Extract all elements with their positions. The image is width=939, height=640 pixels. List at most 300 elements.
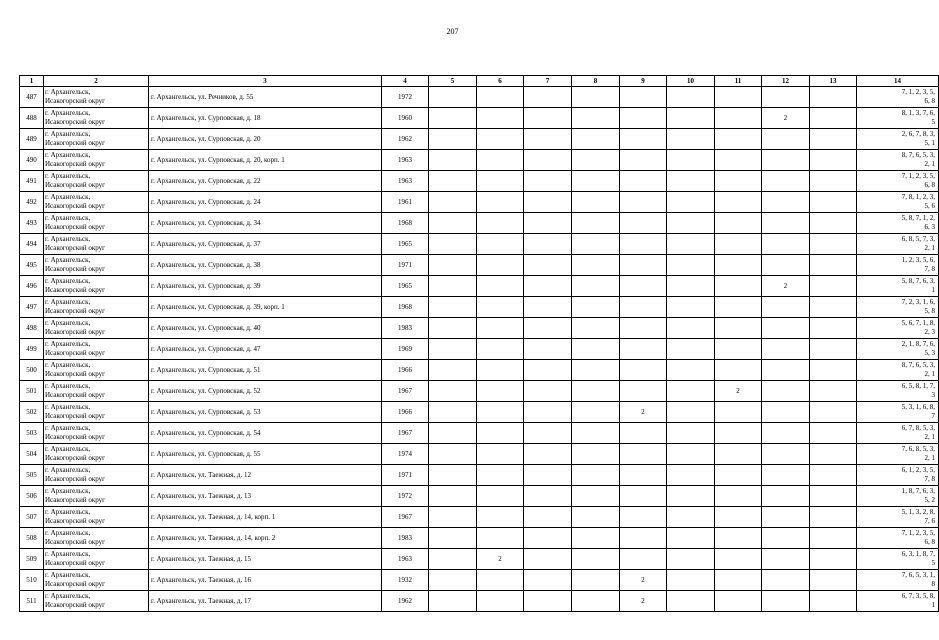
year-cell: 1963 — [382, 549, 429, 570]
year-cell: 1963 — [382, 150, 429, 171]
value-cell-c7 — [524, 255, 572, 276]
value-cell-c5 — [429, 87, 477, 108]
value-cell-c7 — [524, 465, 572, 486]
value-cell-c8 — [572, 129, 620, 150]
year-cell: 1969 — [382, 339, 429, 360]
value-cell-c5 — [429, 108, 477, 129]
value-cell-c8 — [572, 192, 620, 213]
district-cell — [44, 234, 149, 255]
codes-cell — [857, 444, 939, 465]
value-cell-c13 — [810, 213, 857, 234]
value-cell-c12 — [762, 297, 810, 318]
year-cell: 1967 — [382, 381, 429, 402]
table-row — [20, 255, 939, 276]
district-line: г. Архангельск, — [45, 255, 91, 264]
column-header-12: 12 — [762, 76, 810, 87]
district-cell — [44, 339, 149, 360]
district-cell — [44, 591, 149, 612]
codes-cell — [857, 129, 939, 150]
codes-line: 8, 7, 6, 5, 3, — [901, 360, 935, 369]
address-cell: г. Архангельск, ул. Сурповская, д. 39 — [149, 276, 382, 297]
value-cell-c6 — [477, 486, 524, 507]
district-line: Исакогорский округ — [45, 328, 106, 336]
codes-cell — [857, 192, 939, 213]
row-number-cell: 506 — [20, 486, 44, 507]
column-header-7: 7 — [524, 76, 572, 87]
value-cell-c7 — [524, 129, 572, 150]
value-cell-c8 — [572, 549, 620, 570]
year-cell: 1971 — [382, 255, 429, 276]
codes-line: 5 — [931, 118, 935, 126]
address-cell: г. Архангельск, ул. Сурповская, д. 37 — [149, 234, 382, 255]
district-cell — [44, 297, 149, 318]
value-cell-c10 — [667, 549, 715, 570]
table-row — [20, 276, 939, 297]
table-row — [20, 570, 939, 591]
codes-line: 6, 8 — [924, 181, 935, 189]
address-cell: г. Архангельск, ул. Сурповская, д. 55 — [149, 444, 382, 465]
district-line: г. Архангельск, — [45, 297, 91, 306]
codes-line: 2, 6, 7, 8, 3, — [901, 129, 935, 138]
codes-line: 7, 8, 1, 2, 3, — [901, 192, 935, 201]
value-cell-c9 — [620, 549, 667, 570]
district-cell — [44, 528, 149, 549]
district-cell — [44, 465, 149, 486]
year-cell: 1960 — [382, 108, 429, 129]
district-line: г. Архангельск, — [45, 507, 91, 516]
value-cell-c7 — [524, 423, 572, 444]
value-cell-c10 — [667, 297, 715, 318]
table-row — [20, 444, 939, 465]
page-number: 207 — [446, 27, 459, 36]
column-header-2: 2 — [44, 76, 149, 87]
value-cell-c6 — [477, 444, 524, 465]
codes-line: 6, 8, 5, 7, 3, — [901, 234, 935, 243]
value-cell-c12: 2 — [762, 276, 810, 297]
row-number-cell: 503 — [20, 423, 44, 444]
value-cell-c5 — [429, 318, 477, 339]
district-cell — [44, 486, 149, 507]
value-cell-c6 — [477, 507, 524, 528]
codes-line: 2, 1 — [924, 454, 935, 462]
value-cell-c9 — [620, 150, 667, 171]
codes-line: 7, 1, 2, 3, 5, — [901, 528, 935, 537]
district-line: г. Архангельск, — [45, 360, 91, 369]
value-cell-c7 — [524, 87, 572, 108]
codes-line: 5, 8, 7, 6, 3, — [901, 276, 935, 285]
value-cell-c13 — [810, 192, 857, 213]
value-cell-c10 — [667, 507, 715, 528]
value-cell-c8 — [572, 339, 620, 360]
district-line: Исакогорский округ — [45, 118, 106, 126]
value-cell-c5 — [429, 213, 477, 234]
value-cell-c10 — [667, 528, 715, 549]
codes-line: 6, 8 — [924, 538, 935, 546]
codes-line: 1, 8, 7, 6, 3, — [901, 486, 935, 495]
value-cell-c9 — [620, 213, 667, 234]
value-cell-c6 — [477, 213, 524, 234]
value-cell-c9 — [620, 87, 667, 108]
value-cell-c10 — [667, 444, 715, 465]
value-cell-c5 — [429, 276, 477, 297]
table-row — [20, 171, 939, 192]
district-line: Исакогорский округ — [45, 223, 106, 231]
value-cell-c8 — [572, 444, 620, 465]
value-cell-c12 — [762, 339, 810, 360]
district-line: г. Архангельск, — [45, 486, 91, 495]
table-row — [20, 108, 939, 129]
value-cell-c13 — [810, 255, 857, 276]
value-cell-c8 — [572, 360, 620, 381]
value-cell-c5 — [429, 444, 477, 465]
district-line: Исакогорский округ — [45, 307, 106, 315]
district-line: г. Архангельск, — [45, 423, 91, 432]
value-cell-c11 — [715, 486, 762, 507]
value-cell-c12 — [762, 528, 810, 549]
value-cell-c11 — [715, 171, 762, 192]
value-cell-c12 — [762, 255, 810, 276]
value-cell-c7 — [524, 192, 572, 213]
codes-line: 6, 1, 2, 3, 5, — [901, 465, 935, 474]
address-cell: г. Архангельск, ул. Сурповская, д. 39, корп. 1 — [149, 297, 382, 318]
value-cell-c9: 2 — [620, 570, 667, 591]
address-cell: г. Архангельск, ул. Сурповская, д. 22 — [149, 171, 382, 192]
value-cell-c11 — [715, 297, 762, 318]
table-row — [20, 402, 939, 423]
value-cell-c13 — [810, 423, 857, 444]
district-line: Исакогорский округ — [45, 160, 106, 168]
codes-line: 6, 3 — [924, 223, 935, 231]
district-line: г. Архангельск, — [45, 402, 91, 411]
district-line: Исакогорский округ — [45, 139, 106, 147]
value-cell-c13 — [810, 171, 857, 192]
district-line: г. Архангельск, — [45, 150, 91, 159]
value-cell-c12 — [762, 213, 810, 234]
address-cell: г. Архангельск, ул. Таежная, д. 13 — [149, 486, 382, 507]
value-cell-c13 — [810, 465, 857, 486]
value-cell-c11 — [715, 129, 762, 150]
codes-cell — [857, 423, 939, 444]
codes-line: 8, 7, 6, 5, 3, — [901, 150, 935, 159]
row-number-cell: 493 — [20, 213, 44, 234]
codes-line: 5, 2 — [924, 496, 935, 504]
value-cell-c6 — [477, 318, 524, 339]
district-cell — [44, 570, 149, 591]
table-row — [20, 360, 939, 381]
codes-cell — [857, 528, 939, 549]
value-cell-c9 — [620, 444, 667, 465]
district-line: г. Архангельск, — [45, 171, 91, 180]
district-cell — [44, 129, 149, 150]
value-cell-c7 — [524, 276, 572, 297]
value-cell-c8 — [572, 486, 620, 507]
value-cell-c13 — [810, 444, 857, 465]
codes-cell — [857, 465, 939, 486]
value-cell-c11 — [715, 339, 762, 360]
value-cell-c9 — [620, 318, 667, 339]
row-number-cell: 495 — [20, 255, 44, 276]
codes-line: 6, 3, 1, 8, 7, — [901, 549, 935, 558]
row-number-cell: 496 — [20, 276, 44, 297]
value-cell-c13 — [810, 570, 857, 591]
value-cell-c5 — [429, 465, 477, 486]
value-cell-c6 — [477, 150, 524, 171]
value-cell-c10 — [667, 339, 715, 360]
value-cell-c5 — [429, 234, 477, 255]
table-row — [20, 150, 939, 171]
address-cell: г. Архангельск, ул. Сурповская, д. 38 — [149, 255, 382, 276]
district-line: Исакогорский округ — [45, 97, 106, 105]
district-cell — [44, 276, 149, 297]
year-cell: 1968 — [382, 297, 429, 318]
value-cell-c10 — [667, 87, 715, 108]
column-header-1: 1 — [20, 76, 44, 87]
value-cell-c13 — [810, 87, 857, 108]
codes-line: 6, 7, 8, 5, 3, — [901, 423, 935, 432]
value-cell-c8 — [572, 528, 620, 549]
codes-cell — [857, 318, 939, 339]
value-cell-c11 — [715, 591, 762, 612]
district-line: г. Архангельск, — [45, 465, 91, 474]
value-cell-c11 — [715, 528, 762, 549]
value-cell-c12 — [762, 402, 810, 423]
district-line: г. Архангельск, — [45, 87, 91, 96]
value-cell-c9 — [620, 339, 667, 360]
value-cell-c13 — [810, 339, 857, 360]
value-cell-c5 — [429, 549, 477, 570]
row-number-cell: 511 — [20, 591, 44, 612]
codes-line: 7, 6, 5, 3, 1, — [901, 570, 935, 579]
value-cell-c8 — [572, 381, 620, 402]
value-cell-c8 — [572, 276, 620, 297]
row-number-cell: 491 — [20, 171, 44, 192]
value-cell-c13 — [810, 108, 857, 129]
address-cell: г. Архангельск, ул. Сурповская, д. 51 — [149, 360, 382, 381]
value-cell-c6 — [477, 360, 524, 381]
row-number-cell: 497 — [20, 297, 44, 318]
value-cell-c5 — [429, 192, 477, 213]
codes-line: 5, 8, 7, 1, 2, — [901, 213, 935, 222]
value-cell-c10 — [667, 486, 715, 507]
value-cell-c10 — [667, 318, 715, 339]
column-header-5: 5 — [429, 76, 477, 87]
table-row — [20, 486, 939, 507]
row-number-cell: 507 — [20, 507, 44, 528]
district-cell — [44, 423, 149, 444]
row-number-cell: 499 — [20, 339, 44, 360]
row-number-cell: 504 — [20, 444, 44, 465]
value-cell-c12 — [762, 150, 810, 171]
table-row — [20, 129, 939, 150]
district-cell — [44, 171, 149, 192]
value-cell-c7 — [524, 213, 572, 234]
value-cell-c6 — [477, 171, 524, 192]
value-cell-c13 — [810, 234, 857, 255]
year-cell: 1962 — [382, 129, 429, 150]
value-cell-c12 — [762, 234, 810, 255]
value-cell-c10 — [667, 402, 715, 423]
district-cell — [44, 150, 149, 171]
codes-line: 5, 3 — [924, 349, 935, 357]
table-row — [20, 381, 939, 402]
district-line: Исакогорский округ — [45, 265, 106, 273]
codes-cell — [857, 549, 939, 570]
value-cell-c11 — [715, 108, 762, 129]
column-header-6: 6 — [477, 76, 524, 87]
district-line: г. Архангельск, — [45, 339, 91, 348]
row-number-cell: 505 — [20, 465, 44, 486]
codes-cell — [857, 339, 939, 360]
table-body — [20, 87, 939, 612]
value-cell-c5 — [429, 570, 477, 591]
codes-line: 7, 1, 2, 3, 5, — [901, 171, 935, 180]
column-header-13: 13 — [810, 76, 857, 87]
value-cell-c6 — [477, 339, 524, 360]
table-row — [20, 213, 939, 234]
value-cell-c6 — [477, 234, 524, 255]
codes-cell — [857, 255, 939, 276]
value-cell-c7 — [524, 591, 572, 612]
column-header-11: 11 — [715, 76, 762, 87]
value-cell-c7 — [524, 318, 572, 339]
value-cell-c13 — [810, 150, 857, 171]
row-number-cell: 492 — [20, 192, 44, 213]
value-cell-c5 — [429, 360, 477, 381]
value-cell-c8 — [572, 591, 620, 612]
year-cell: 1974 — [382, 444, 429, 465]
district-line: Исакогорский округ — [45, 601, 106, 609]
codes-cell — [857, 171, 939, 192]
value-cell-c5 — [429, 255, 477, 276]
value-cell-c12 — [762, 486, 810, 507]
value-cell-c5 — [429, 150, 477, 171]
year-cell: 1972 — [382, 87, 429, 108]
value-cell-c9 — [620, 129, 667, 150]
value-cell-c12 — [762, 591, 810, 612]
address-cell: г. Архангельск, ул. Сурповская, д. 40 — [149, 318, 382, 339]
district-cell — [44, 192, 149, 213]
district-cell — [44, 549, 149, 570]
year-cell: 1966 — [382, 360, 429, 381]
row-number-cell: 501 — [20, 381, 44, 402]
value-cell-c6 — [477, 570, 524, 591]
value-cell-c6 — [477, 192, 524, 213]
address-cell: г. Архангельск, ул. Сурповская, д. 54 — [149, 423, 382, 444]
address-cell: г. Архангельск, ул. Сурповская, д. 24 — [149, 192, 382, 213]
value-cell-c10 — [667, 150, 715, 171]
value-cell-c5 — [429, 528, 477, 549]
district-line: Исакогорский округ — [45, 580, 106, 588]
table-row — [20, 297, 939, 318]
district-line: г. Архангельск, — [45, 381, 91, 390]
value-cell-c9 — [620, 507, 667, 528]
value-cell-c9 — [620, 360, 667, 381]
year-cell: 1966 — [382, 402, 429, 423]
value-cell-c12 — [762, 423, 810, 444]
table-row — [20, 549, 939, 570]
value-cell-c7 — [524, 549, 572, 570]
codes-line: 6, 8 — [924, 97, 935, 105]
district-line: г. Архангельск, — [45, 192, 91, 201]
value-cell-c10 — [667, 234, 715, 255]
value-cell-c5 — [429, 402, 477, 423]
table-row — [20, 318, 939, 339]
value-cell-c5 — [429, 297, 477, 318]
value-cell-c9: 2 — [620, 591, 667, 612]
column-header-14: 14 — [857, 76, 939, 87]
value-cell-c9 — [620, 171, 667, 192]
value-cell-c8 — [572, 423, 620, 444]
codes-line: 7, 8 — [924, 265, 935, 273]
value-cell-c11 — [715, 192, 762, 213]
value-cell-c10 — [667, 381, 715, 402]
value-cell-c13 — [810, 276, 857, 297]
value-cell-c5 — [429, 339, 477, 360]
table-row — [20, 528, 939, 549]
value-cell-c13 — [810, 297, 857, 318]
value-cell-c9 — [620, 297, 667, 318]
value-cell-c8 — [572, 150, 620, 171]
value-cell-c9 — [620, 486, 667, 507]
district-line: г. Архангельск, — [45, 549, 91, 558]
year-cell: 1961 — [382, 192, 429, 213]
value-cell-c11 — [715, 234, 762, 255]
codes-line: 2, 1 — [924, 370, 935, 378]
codes-line: 5, 3, 1, 6, 8, — [901, 402, 935, 411]
value-cell-c12 — [762, 549, 810, 570]
district-line: Исакогорский округ — [45, 244, 106, 252]
value-cell-c12: 2 — [762, 108, 810, 129]
column-header-3: 3 — [149, 76, 382, 87]
value-cell-c10 — [667, 360, 715, 381]
codes-cell — [857, 297, 939, 318]
district-cell — [44, 318, 149, 339]
value-cell-c13 — [810, 549, 857, 570]
codes-cell — [857, 276, 939, 297]
value-cell-c8 — [572, 108, 620, 129]
codes-line: 5, 1 — [924, 139, 935, 147]
codes-cell — [857, 507, 939, 528]
address-cell: г. Архангельск, ул. Таежная, д. 14, корп. 2 — [149, 528, 382, 549]
value-cell-c6 — [477, 465, 524, 486]
value-cell-c8 — [572, 507, 620, 528]
value-cell-c7 — [524, 339, 572, 360]
codes-line: 7 — [931, 412, 935, 420]
district-line: Исакогорский округ — [45, 496, 106, 504]
value-cell-c12 — [762, 507, 810, 528]
value-cell-c9 — [620, 255, 667, 276]
district-line: г. Архангельск, — [45, 444, 91, 453]
value-cell-c12 — [762, 570, 810, 591]
value-cell-c10 — [667, 570, 715, 591]
value-cell-c6 — [477, 297, 524, 318]
codes-cell — [857, 87, 939, 108]
table-row — [20, 423, 939, 444]
address-cell: г. Архангельск, ул. Сурповская, д. 18 — [149, 108, 382, 129]
value-cell-c10 — [667, 465, 715, 486]
value-cell-c7 — [524, 360, 572, 381]
value-cell-c6 — [477, 255, 524, 276]
codes-line: 2, 1 — [924, 244, 935, 252]
value-cell-c10 — [667, 171, 715, 192]
codes-line: 7, 1, 2, 3, 5, — [901, 87, 935, 96]
district-cell — [44, 108, 149, 129]
value-cell-c6 — [477, 276, 524, 297]
codes-line: 7, 6, 8, 5, 3, — [901, 444, 935, 453]
value-cell-c8 — [572, 87, 620, 108]
codes-line: 5, 8 — [924, 307, 935, 315]
codes-line: 2, 3 — [924, 328, 935, 336]
